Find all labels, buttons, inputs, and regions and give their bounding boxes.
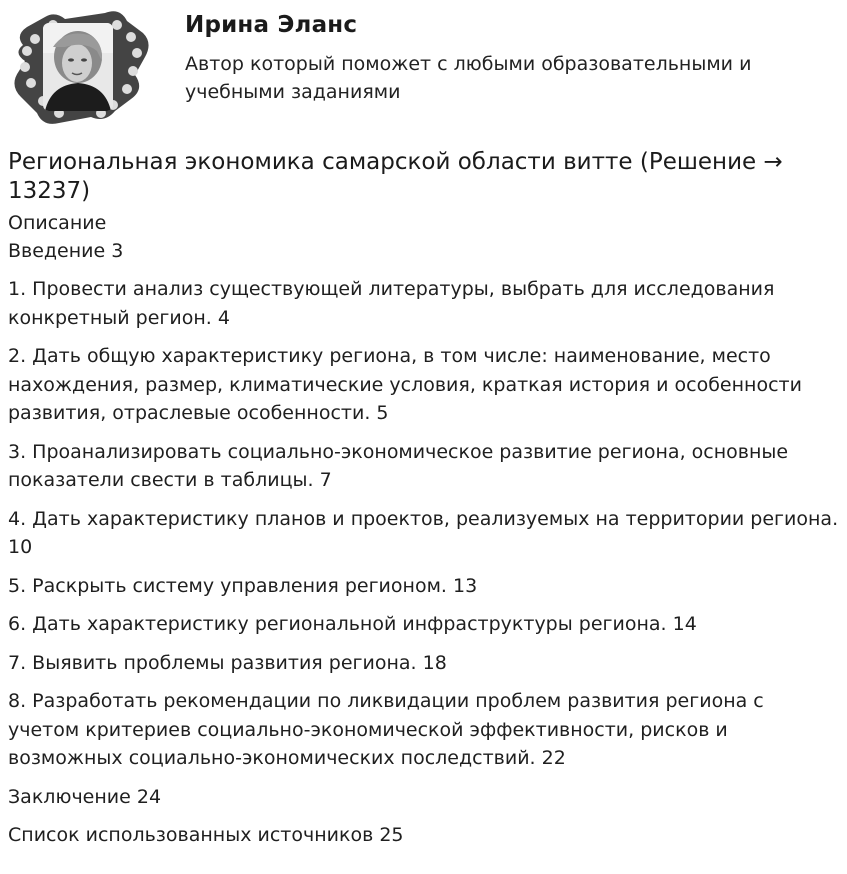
toc-item: 4. Дать характеристику планов и проектов, реализуемых на территории региона. 10 bbox=[8, 507, 839, 558]
toc-intro: Введение 3 bbox=[8, 240, 124, 262]
toc-item: Заключение 24 bbox=[8, 785, 162, 808]
toc-item: 5. Раскрыть систему управления регионом. 13 bbox=[8, 574, 478, 597]
toc-item: 8. Разработать рекомендации по ликвидации проблем развития региона с учетом критериев социально-экономической эффективности, рисков и возможных социально-экономических последствий. 22 bbox=[8, 690, 764, 769]
toc-item: 7. Выявить проблемы развития региона. 18 bbox=[8, 651, 447, 674]
toc-item: 1. Провести анализ существующей литературы, выбрать для исследования конкретный регион. 4 bbox=[8, 278, 775, 329]
page-title: Региональная экономика самарской области витте (Решение → 13237) bbox=[8, 149, 783, 204]
author-avatar[interactable] bbox=[5, 5, 155, 127]
author-name[interactable]: Ирина Эланс bbox=[185, 12, 358, 38]
toc-item: 2. Дать общую характеристику региона, в том числе: наименование, место нахождения, размер, климатические условия, краткая история и особенности развития, отраслевые особенности. 5 bbox=[8, 345, 802, 424]
author-description: Автор который поможет с любыми образовательными и учебными заданиями bbox=[185, 53, 752, 103]
author-photo bbox=[43, 23, 113, 111]
toc-item: 3. Проанализировать социально-экономическое развитие региона, основные показатели свести в таблицы. 7 bbox=[8, 440, 789, 491]
description-label: Описание bbox=[8, 212, 107, 234]
toc-item: Список использованных источников 25 bbox=[8, 824, 404, 846]
toc-list bbox=[8, 275, 840, 850]
toc-item: 6. Дать характеристику региональной инфраструктуры региона. 14 bbox=[8, 613, 697, 635]
main-content bbox=[8, 148, 840, 860]
author-card bbox=[0, 0, 847, 130]
